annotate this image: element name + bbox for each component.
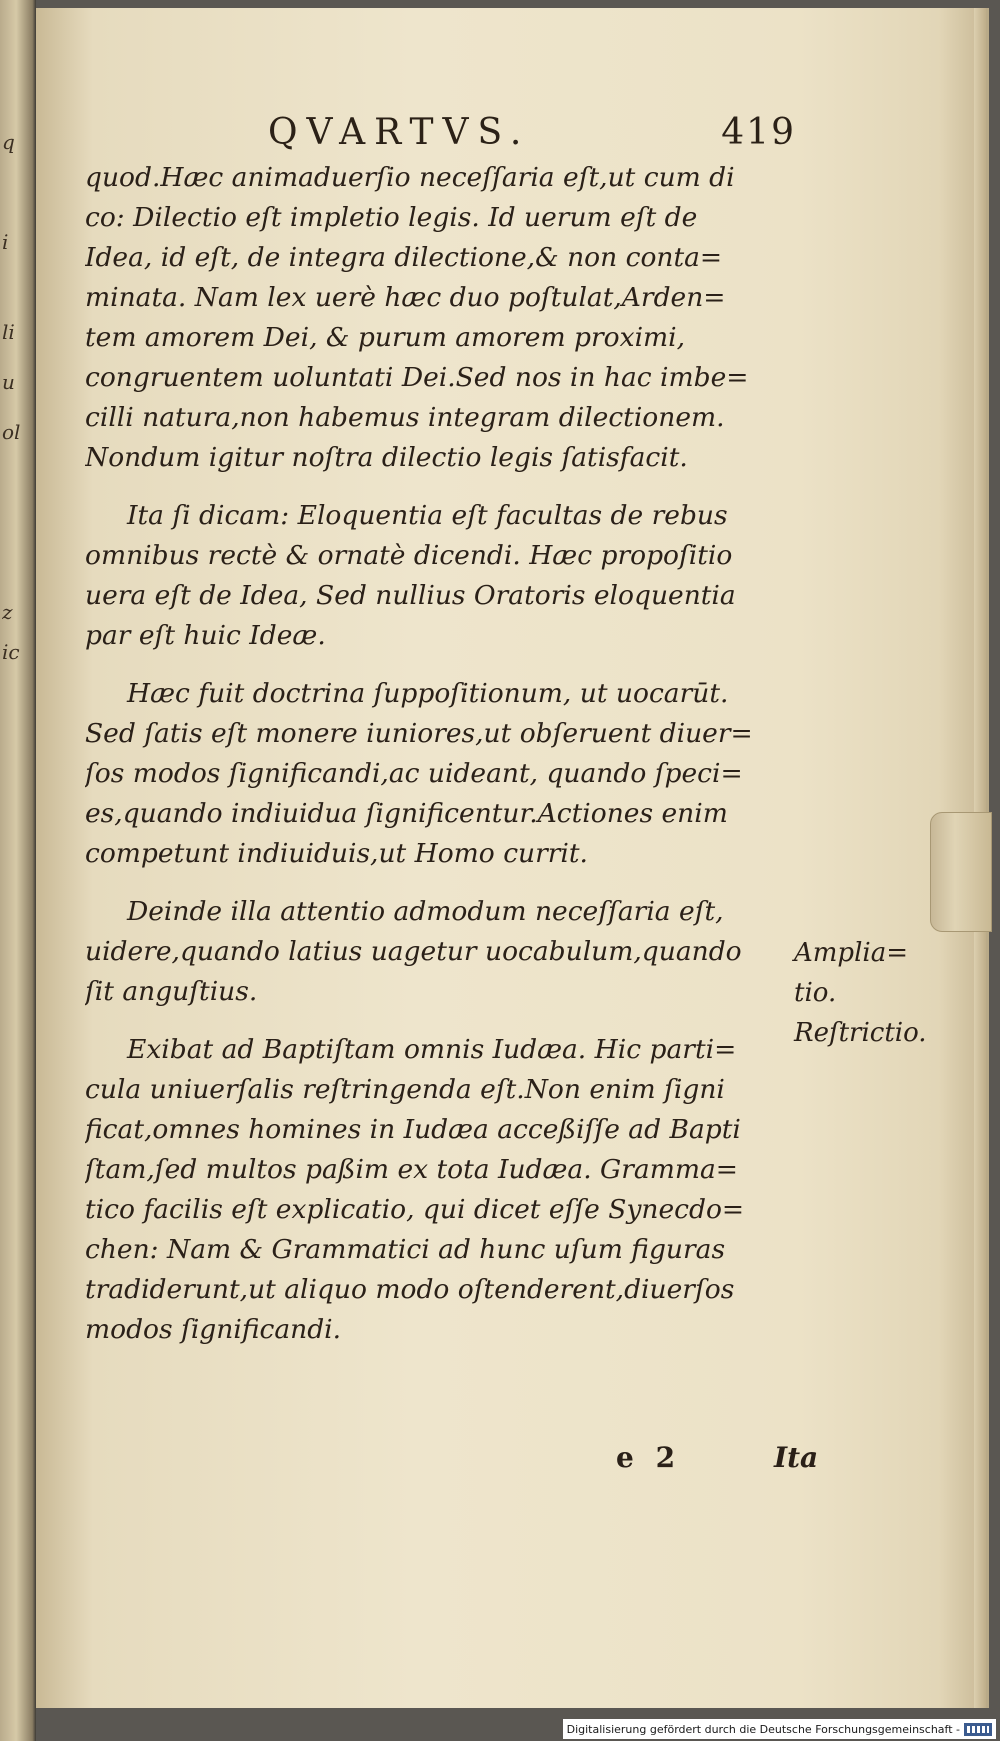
text-line: modos ſignificandi.	[85, 1314, 342, 1345]
text-line: Deinde illa attentio admodum neceſſaria eſt,	[127, 896, 724, 927]
facing-page-edge	[0, 0, 36, 1741]
facing-page-fragment: u	[2, 370, 15, 394]
text-line: ſos modos ſignificandi,ac uideant, quando ſpeci=	[85, 758, 743, 789]
marginal-note-line: tio.	[794, 978, 837, 1008]
facing-page-fragment: ol	[2, 420, 21, 444]
running-head	[226, 112, 796, 162]
text-line: minata. Nam lex uerè hæc duo poſtulat,Arden=	[85, 282, 726, 313]
facing-page-fragment: i	[2, 230, 9, 254]
text-line: congruentem uoluntati Dei.Sed nos in hac imbe=	[85, 362, 749, 393]
text-line: par eſt huic Ideæ.	[85, 620, 326, 651]
facing-page-fragment: ic	[2, 640, 20, 664]
marginal-note-line: Amplia=	[794, 938, 908, 968]
text-line: cula uniuerſalis reſtringenda eſt.Non enim ſigni	[85, 1074, 725, 1105]
running-title: QVARTVS.	[268, 112, 531, 153]
paragraph	[85, 496, 785, 656]
marginal-note	[794, 933, 974, 1053]
facing-page-fragment: z	[2, 600, 13, 624]
paragraph	[85, 158, 785, 478]
text-line: co: Dilectio eſt impletio legis. Id uerum eſt de	[85, 202, 698, 233]
text-line: uidere,quando latius uagetur uocabulum,quando	[85, 936, 742, 967]
catchword: Ita	[774, 1441, 819, 1474]
dfg-logo-icon	[964, 1723, 992, 1736]
paragraph	[85, 1030, 785, 1350]
facing-page-fragment: q	[2, 130, 15, 154]
digitization-credit	[563, 1719, 996, 1739]
paragraph	[85, 892, 785, 1012]
text-line: tem amorem Dei, & purum amorem proximi,	[85, 322, 686, 353]
book-page	[36, 8, 989, 1708]
text-line: ſit anguſtius.	[85, 976, 258, 1007]
facing-page-fragment: li	[2, 320, 15, 344]
body-text	[85, 158, 785, 1368]
text-line: Sed ſatis eſt monere iuniores,ut obſeruent diuer=	[85, 718, 753, 749]
marginal-note-line: Reſtrictio.	[794, 1018, 927, 1048]
text-line: quod.Hæc animaduerſio neceſſaria eſt,ut cum di	[85, 162, 735, 193]
text-line: es,quando indiuidua ſignificentur.Actiones enim	[85, 798, 728, 829]
text-line: omnibus rectè & ornatè dicendi. Hæc propoſitio	[85, 540, 733, 571]
text-line: Nondum igitur noſtra dilectio legis ſatisfacit.	[85, 442, 688, 473]
text-line: ſtam,ſed multos paßim ex tota Iudæa. Gramma=	[85, 1154, 738, 1185]
text-line: Hæc fuit doctrina ſuppoſitionum, ut uocarūt.	[127, 678, 729, 709]
text-line: tradiderunt,ut aliquo modo oſtenderent,diuerſos	[85, 1274, 735, 1305]
text-line: uera eſt de Idea, Sed nullius Oratoris eloquentia	[85, 580, 736, 611]
text-line: Exibat ad Baptiſtam omnis Iudæa. Hic parti=	[127, 1034, 737, 1065]
text-line: Ita ſi dicam: Eloquentia eſt facultas de rebus	[127, 500, 728, 531]
digitization-credit-text: Digitalisierung gefördert durch die Deutsche Forschungsgemeinschaft -	[566, 1722, 960, 1736]
page-number: 419	[721, 112, 796, 153]
text-line: tico facilis eſt explicatio, qui dicet eſſe Synecdo=	[85, 1194, 745, 1225]
text-line: Idea, id eſt, de integra dilectione,& non conta=	[85, 242, 723, 273]
text-line: ficat,omnes homines in Iudæa acceßiſſe ad Bapti	[85, 1114, 741, 1145]
text-line: cilli natura,non habemus integram dilectionem.	[85, 402, 725, 433]
signature-mark: e 2	[616, 1441, 682, 1474]
book-clip	[930, 812, 992, 932]
paragraph	[85, 674, 785, 874]
text-line: competunt indiuiduis,ut Homo currit.	[85, 838, 588, 869]
text-line: chen: Nam & Grammatici ad hunc uſum figuras	[85, 1234, 726, 1265]
